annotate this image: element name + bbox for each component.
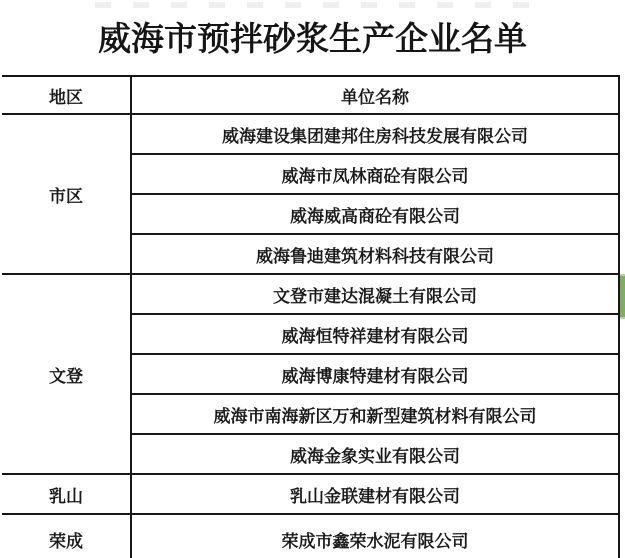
table-header-row	[2, 76, 619, 114]
region-cell-rushan: 乳山	[2, 474, 131, 514]
company-cell: 威海建设集团建邦住房科技发展有限公司	[131, 114, 619, 154]
table-row	[2, 514, 619, 558]
company-cell: 威海威高商砼有限公司	[131, 194, 619, 234]
green-highlight-marker	[620, 276, 625, 317]
company-cell: 文登市建达混凝土有限公司	[131, 274, 619, 314]
company-cell: 威海博康特建材有限公司	[131, 354, 619, 394]
region-cell-wendeng: 文登	[2, 274, 131, 474]
company-cell: 乳山金联建材有限公司	[131, 474, 619, 514]
company-cell: 威海市南海新区万和新型建筑材料有限公司	[131, 394, 619, 434]
region-cell-shiqu: 市区	[2, 114, 131, 274]
company-cell: 威海市凤林商砼有限公司	[131, 154, 619, 194]
region-header-cell: 地区	[2, 76, 131, 114]
table-row	[2, 474, 619, 514]
top-edge-artifact	[95, 2, 540, 8]
enterprise-table	[2, 75, 620, 558]
table-row	[2, 274, 619, 314]
region-cell-rongcheng: 荣成	[2, 514, 131, 558]
company-header-cell: 单位名称	[131, 76, 619, 114]
company-cell: 威海恒特祥建材有限公司	[131, 314, 619, 354]
company-cell: 荣成市鑫荣水泥有限公司	[131, 514, 619, 558]
table-row	[2, 114, 619, 154]
company-cell: 威海鲁迪建筑材料科技有限公司	[131, 234, 619, 274]
page-title: 威海市预拌砂浆生产企业名单	[98, 22, 527, 58]
company-cell: 威海金象实业有限公司	[131, 434, 619, 474]
